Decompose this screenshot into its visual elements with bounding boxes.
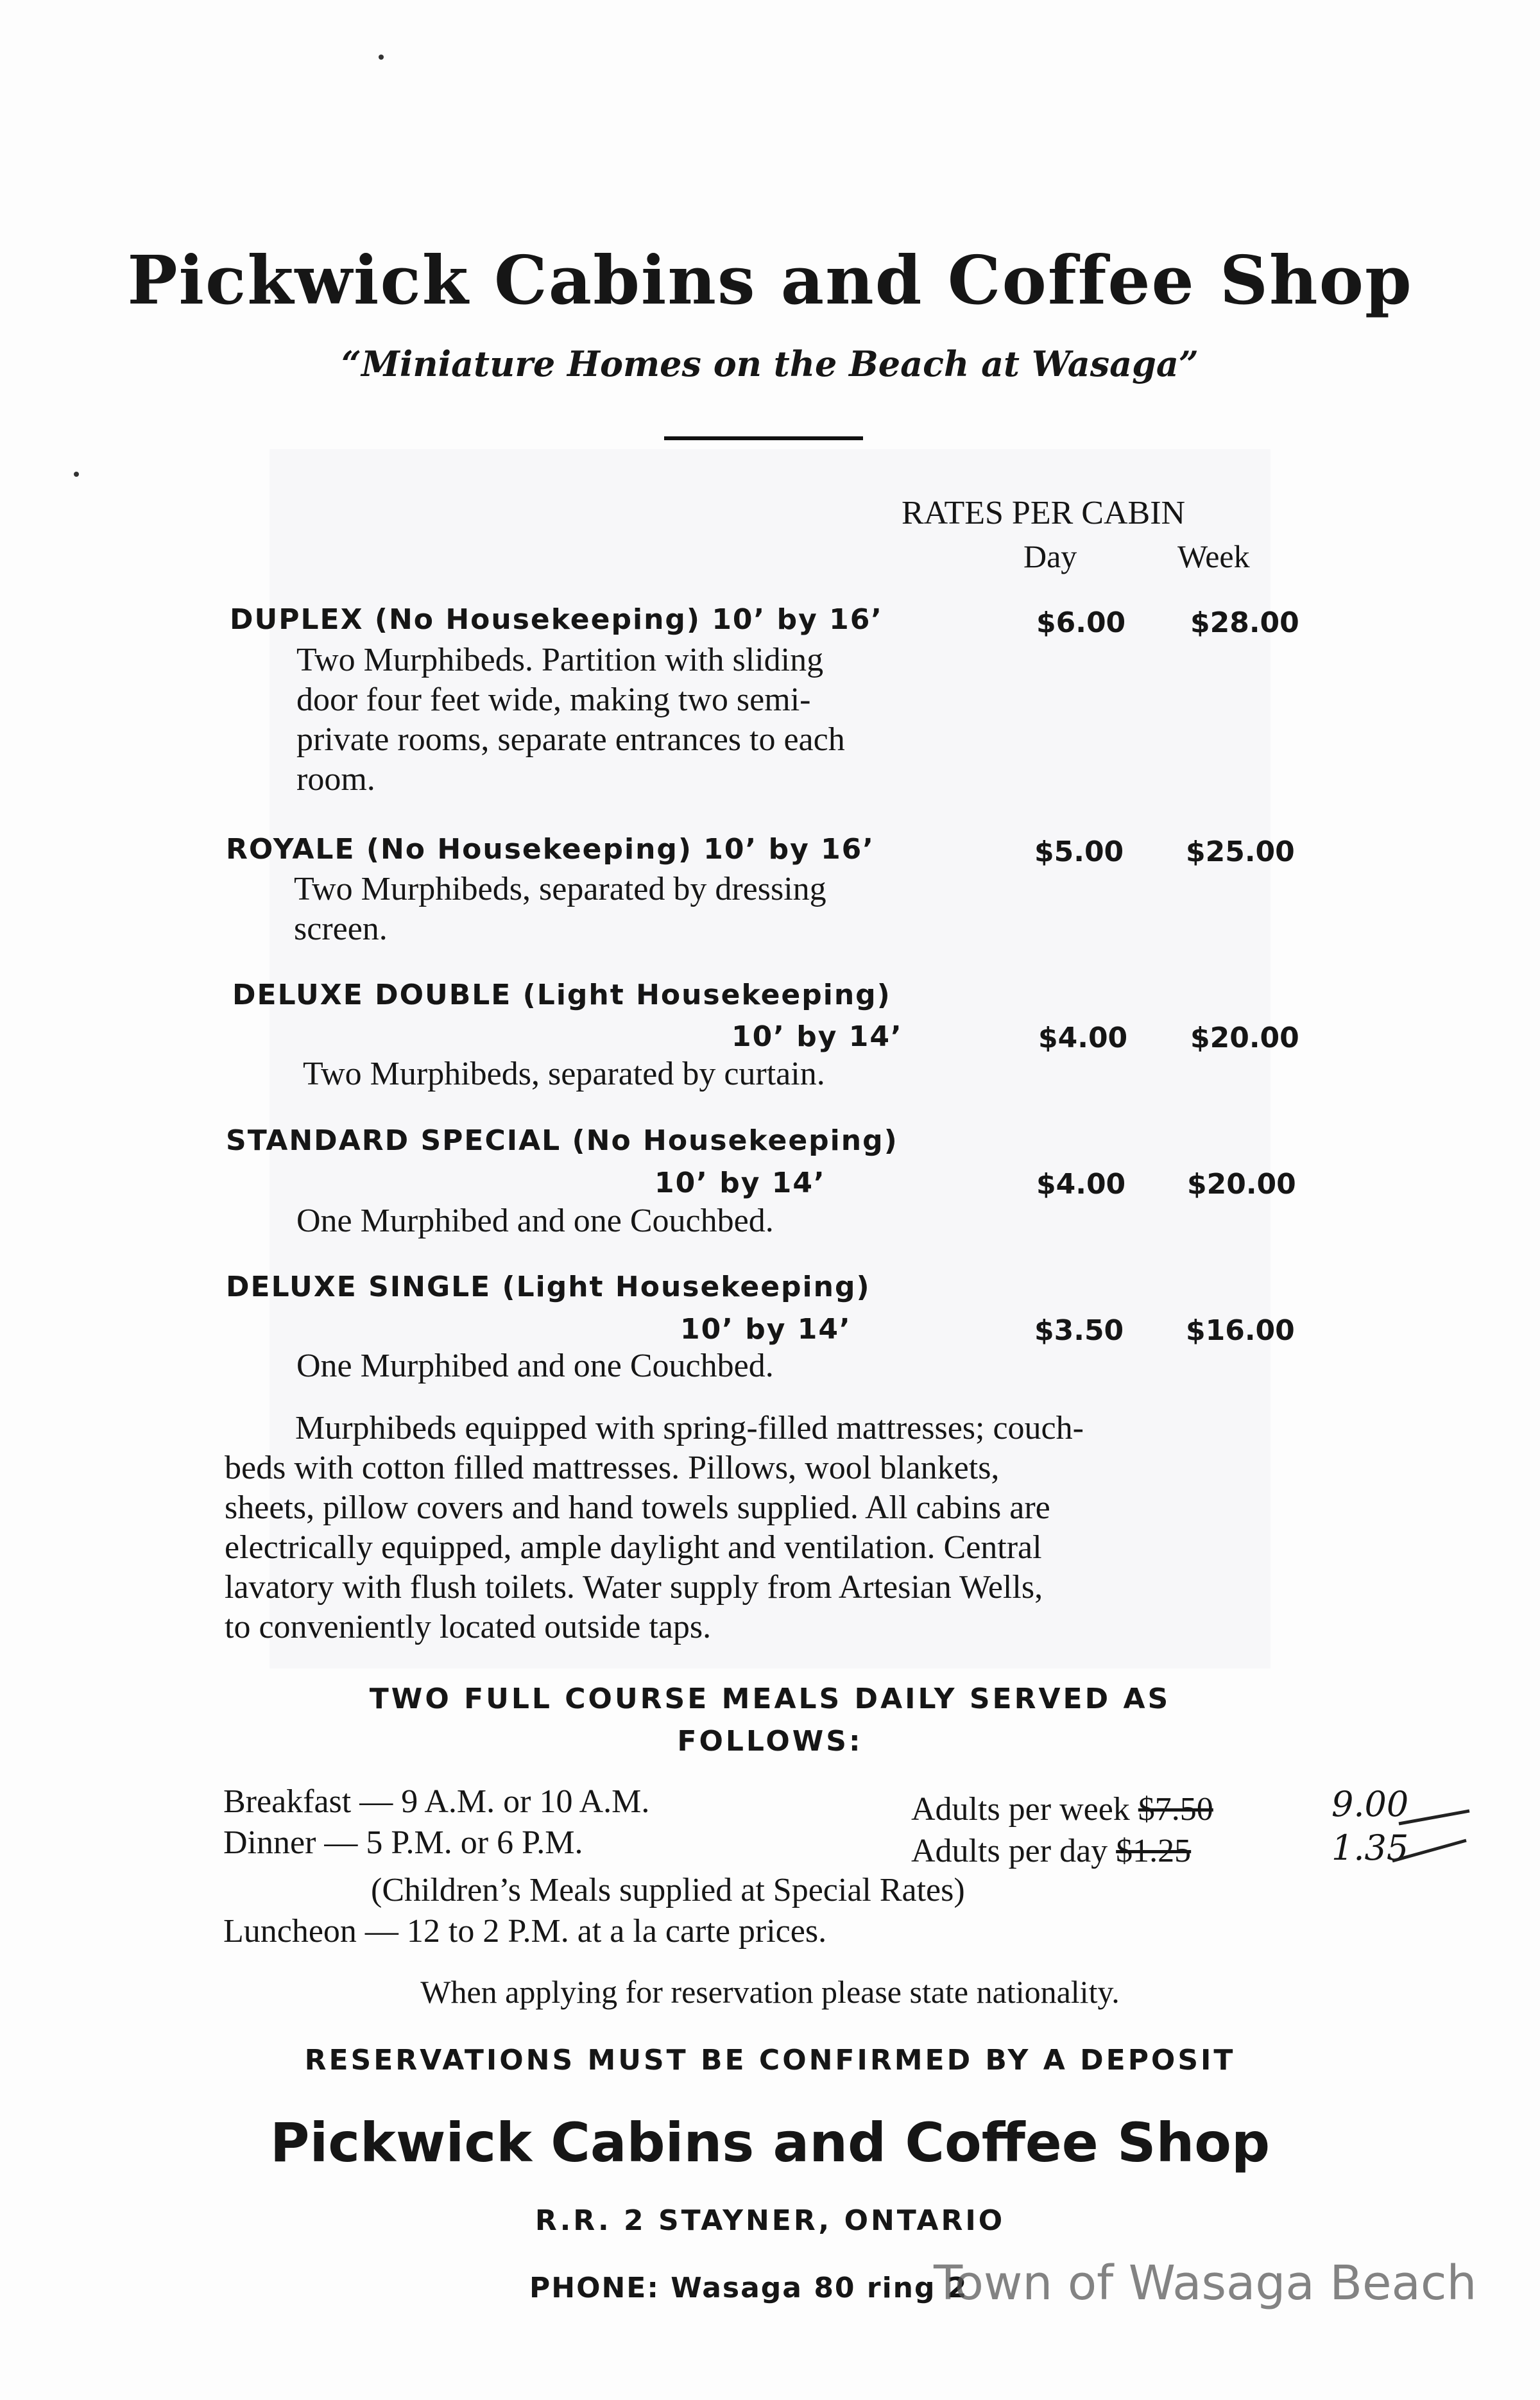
- cabin-desc-royale: [294, 870, 1013, 949]
- price-week-duplex: $28.00: [1190, 606, 1299, 639]
- price-week-standard-special: $20.00: [1187, 1168, 1296, 1201]
- para-line: sheets, pillow covers and hand towels supplied. All cabins are: [225, 1489, 1050, 1526]
- rates-heading: RATES PER CABIN: [902, 495, 1186, 531]
- adults-day-old-price: $1.25: [1116, 1833, 1192, 1869]
- watermark: Town of Wasaga Beach: [934, 2256, 1477, 2311]
- price-day-royale: $5.00: [1034, 836, 1124, 868]
- cabin-desc-duplex: [296, 640, 1015, 800]
- pen-stroke: [1399, 1811, 1469, 1824]
- nationality-note: When applying for reservation please state nationality.: [420, 1974, 1120, 2010]
- page-title: Pickwick Cabins and Coffee Shop: [127, 241, 1413, 320]
- meals-heading-line: TWO FULL COURSE MEALS DAILY SERVED AS: [369, 1683, 1171, 1715]
- desc-line: door four feet wide, making two semi-: [296, 681, 811, 718]
- price-day-deluxe-single: $3.50: [1034, 1314, 1124, 1347]
- para-line: Murphibeds equipped with spring-filled mattresses; couch-: [295, 1410, 1084, 1446]
- cabin-name-royale: ROYALE (No Housekeeping) 10’ by 16’: [226, 833, 875, 866]
- desc-line: screen.: [294, 911, 388, 947]
- para-line: electrically equipped, ample daylight and ventilation. Central: [225, 1529, 1042, 1566]
- adults-week-label: Adults per week: [911, 1791, 1130, 1828]
- desc-line: Two Murphibeds, separated by dressing: [294, 871, 826, 907]
- cabin-name-standard-special: STANDARD SPECIAL (No Housekeeping): [226, 1124, 898, 1157]
- column-day: Day: [1023, 538, 1077, 574]
- business-address: R.R. 2 STAYNER, ONTARIO: [535, 2204, 1005, 2237]
- title-divider: [664, 436, 863, 440]
- page-subtitle: “Miniature Homes on the Beach at Wasaga”: [341, 343, 1199, 384]
- dinner-time: Dinner — 5 P.M. or 6 P.M.: [223, 1824, 583, 1861]
- cabin-size-deluxe-single: 10’ by 14’: [680, 1313, 851, 1346]
- cabin-name-deluxe-single: DELUXE SINGLE (Light Housekeeping): [226, 1271, 871, 1303]
- breakfast-time: Breakfast — 9 A.M. or 10 A.M.: [223, 1783, 650, 1820]
- price-day-standard-special: $4.00: [1036, 1168, 1126, 1201]
- price-day-duplex: $6.00: [1036, 606, 1126, 639]
- meals-heading: [225, 1678, 1315, 1763]
- price-week-deluxe-double: $20.00: [1190, 1022, 1299, 1054]
- desc-line: Two Murphibeds. Partition with sliding: [296, 642, 824, 678]
- cabin-size-standard-special: 10’ by 14’: [654, 1167, 826, 1199]
- meals-heading-line: FOLLOWS:: [677, 1725, 863, 1758]
- price-week-deluxe-single: $16.00: [1186, 1314, 1295, 1347]
- speck: [379, 55, 384, 60]
- cabin-name-duplex: DUPLEX (No Housekeeping) 10’ by 16’: [230, 603, 884, 636]
- business-phone: PHONE: Wasaga 80 ring 2: [529, 2272, 968, 2304]
- adults-week-handwritten-price: 9.00: [1331, 1784, 1409, 1824]
- cabin-desc-deluxe-double: Two Murphibeds, separated by curtain.: [303, 1056, 825, 1092]
- cabin-size-deluxe-double: 10’ by 14’: [732, 1020, 903, 1053]
- price-day-deluxe-double: $4.00: [1038, 1022, 1128, 1054]
- speck: [74, 472, 79, 477]
- column-week: Week: [1177, 538, 1250, 574]
- deposit-note: RESERVATIONS MUST BE CONFIRMED BY A DEPOSIT: [304, 2044, 1236, 2077]
- adults-per-week: [911, 1790, 1213, 1828]
- adults-day-label: Adults per day: [911, 1833, 1108, 1869]
- para-line: to conveniently located outside taps.: [225, 1609, 712, 1645]
- children-meals-note: (Children’s Meals supplied at Special Rates): [371, 1872, 965, 1908]
- cabin-desc-deluxe-single: One Murphibed and one Couchbed.: [296, 1348, 774, 1384]
- adults-week-old-price: $7.50: [1138, 1791, 1213, 1828]
- pen-stroke: [1392, 1840, 1466, 1861]
- para-line: lavatory with flush toilets. Water supply from Artesian Wells,: [225, 1569, 1043, 1606]
- adults-day-handwritten-price: 1.35: [1331, 1828, 1409, 1868]
- desc-line: room.: [296, 761, 375, 798]
- price-week-royale: $25.00: [1186, 836, 1295, 868]
- para-line: beds with cotton filled mattresses. Pillows, wool blankets,: [225, 1450, 1000, 1486]
- luncheon-time: Luncheon — 12 to 2 P.M. at a la carte prices.: [223, 1913, 827, 1950]
- cabin-name-deluxe-double: DELUXE DOUBLE (Light Housekeeping): [232, 979, 891, 1011]
- adults-per-day: [911, 1832, 1191, 1870]
- amenities-paragraph: [225, 1409, 1287, 1647]
- handwritten-dash-marks: [1380, 1803, 1476, 1867]
- desc-line: private rooms, separate entrances to each: [296, 721, 845, 758]
- cabin-desc-standard-special: One Murphibed and one Couchbed.: [296, 1203, 774, 1239]
- footer-business-name: Pickwick Cabins and Coffee Shop: [270, 2111, 1270, 2174]
